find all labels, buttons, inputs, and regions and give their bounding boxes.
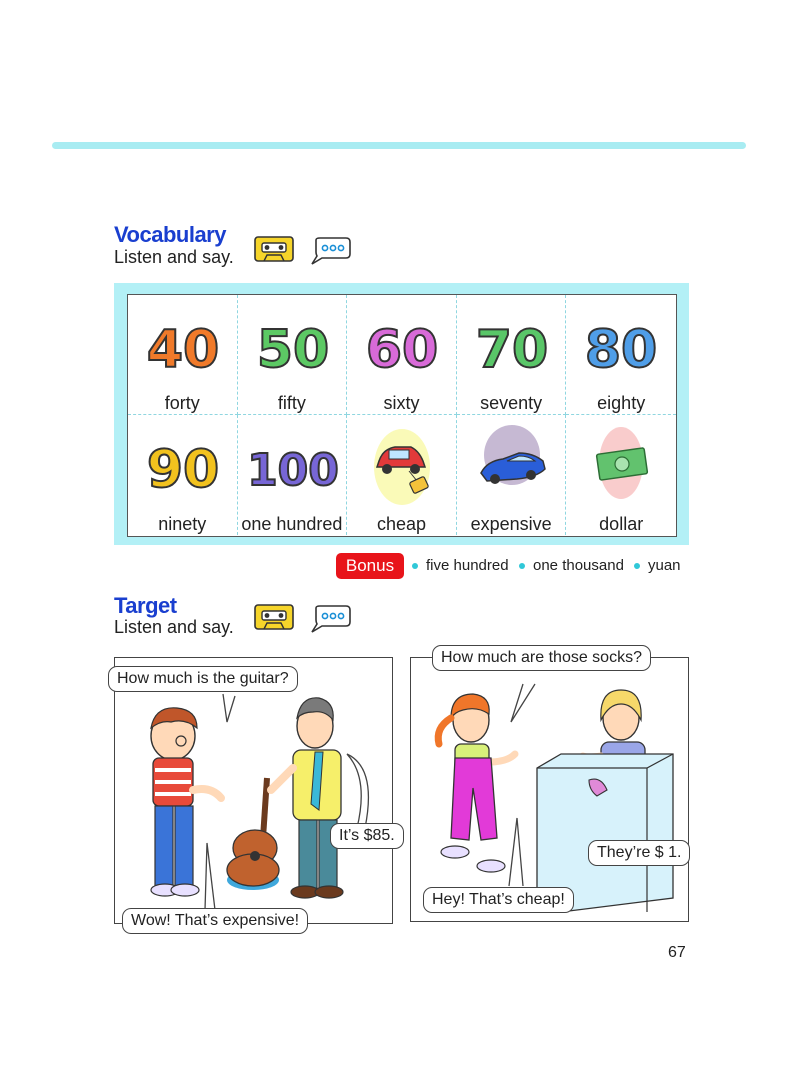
vocab-card-cheap[interactable] bbox=[347, 415, 457, 535]
vocab-card-sixty[interactable] bbox=[347, 295, 457, 415]
vocab-card-dollar[interactable] bbox=[566, 415, 676, 535]
number-70-icon bbox=[457, 295, 567, 390]
vocab-card-expensive[interactable] bbox=[457, 415, 567, 535]
bonus-item-one-thousand: one thousand bbox=[519, 557, 624, 574]
speech-bubble-guitar-price: It’s $85. bbox=[330, 823, 404, 849]
speech-bubble-icon[interactable] bbox=[308, 604, 352, 634]
speech-bubble-guitar-question: How much is the guitar? bbox=[108, 666, 298, 692]
vocabulary-instruction: Listen and say. bbox=[114, 247, 234, 267]
bonus-item-yuan: yuan bbox=[634, 557, 681, 574]
speech-bubble-expensive: Wow! That’s expensive! bbox=[122, 908, 308, 934]
speech-bubble-cheap: Hey! That’s cheap! bbox=[423, 887, 574, 913]
dollar-bill-icon bbox=[566, 415, 676, 510]
comic-panel-socks bbox=[410, 657, 689, 922]
vocabulary-grid bbox=[127, 294, 677, 537]
number-40-icon bbox=[128, 295, 238, 390]
bullet-icon bbox=[634, 563, 640, 569]
svg-text:50: 50 bbox=[256, 320, 329, 380]
vocab-label-eighty: eighty bbox=[597, 393, 646, 413]
bonus-badge: Bonus bbox=[336, 553, 404, 579]
vocabulary-title: Vocabulary bbox=[114, 222, 226, 247]
svg-text:90: 90 bbox=[146, 440, 220, 500]
cassette-icon[interactable] bbox=[254, 236, 294, 262]
number-90-icon bbox=[128, 415, 238, 510]
svg-text:80: 80 bbox=[585, 320, 658, 380]
vocab-label-one-hundred: one hundred bbox=[241, 514, 343, 534]
speech-bubble-socks-question: How much are those socks? bbox=[432, 645, 651, 671]
vocab-label-forty: forty bbox=[164, 393, 200, 413]
vocab-card-seventy[interactable] bbox=[457, 295, 567, 415]
bonus-item-five-hundred: five hundred bbox=[412, 557, 509, 574]
bullet-icon bbox=[519, 563, 525, 569]
boys-with-guitar-illustration bbox=[115, 658, 392, 923]
vocab-label-sixty: sixty bbox=[383, 393, 420, 413]
top-divider bbox=[52, 142, 746, 149]
vocab-label-cheap: cheap bbox=[376, 514, 426, 534]
page-number: 67 bbox=[668, 944, 686, 961]
bullet-icon bbox=[412, 563, 418, 569]
number-100-icon bbox=[238, 415, 348, 510]
cassette-icon[interactable] bbox=[254, 604, 294, 630]
vocab-label-seventy: seventy bbox=[480, 393, 543, 413]
vocab-label-dollar: dollar bbox=[599, 514, 644, 534]
blue-sports-car-icon bbox=[457, 415, 567, 510]
girl-at-shop-counter-illustration bbox=[411, 658, 688, 921]
svg-text:100: 100 bbox=[246, 445, 339, 496]
svg-text:40: 40 bbox=[146, 320, 220, 380]
vocab-card-fifty[interactable] bbox=[238, 295, 348, 415]
speech-bubble-icon[interactable] bbox=[308, 236, 352, 266]
speech-bubble-socks-price: They’re $ 1. bbox=[588, 840, 690, 866]
vocab-card-one-hundred[interactable] bbox=[238, 415, 348, 535]
comic-panel-guitar bbox=[114, 657, 393, 924]
target-title: Target bbox=[114, 593, 177, 618]
vocab-label-expensive: expensive bbox=[470, 514, 552, 534]
vocab-card-ninety[interactable] bbox=[128, 415, 238, 535]
svg-text:60: 60 bbox=[366, 320, 439, 380]
number-80-icon bbox=[566, 295, 676, 390]
vocab-card-forty[interactable] bbox=[128, 295, 238, 415]
vocab-card-eighty[interactable] bbox=[566, 295, 676, 415]
vocab-label-ninety: ninety bbox=[158, 514, 207, 534]
vocab-label-fifty: fifty bbox=[277, 393, 306, 413]
number-60-icon bbox=[347, 295, 457, 390]
target-instruction: Listen and say. bbox=[114, 617, 234, 637]
toy-car-with-price-tag-icon bbox=[347, 415, 457, 510]
svg-text:70: 70 bbox=[475, 320, 548, 380]
number-50-icon bbox=[238, 295, 348, 390]
